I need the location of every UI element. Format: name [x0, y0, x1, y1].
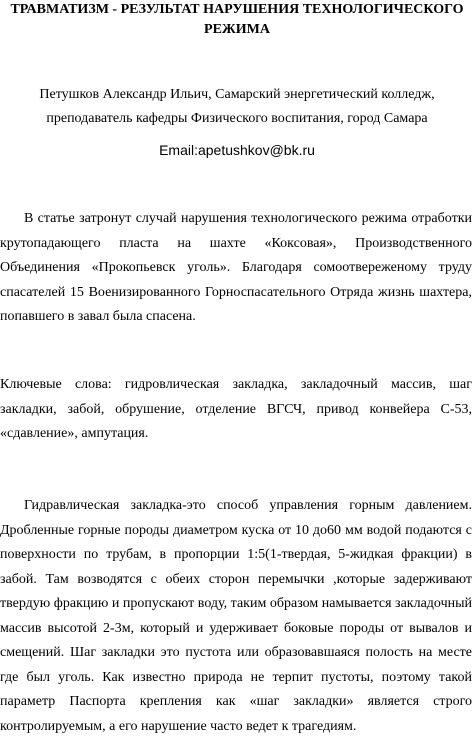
- author-affiliation: [0, 83, 474, 131]
- author-email: Email:apetushkov@bk.ru: [159, 142, 315, 158]
- author-line-2: преподаватель кафедры Физического воспитания, город Самара: [46, 111, 428, 126]
- title-line-1: ТРАВМАТИЗМ - РЕЗУЛЬТАТ НАРУШЕНИЯ ТЕХНОЛОГИЧЕСКОГО: [10, 2, 464, 17]
- paper-title: [0, 0, 474, 40]
- body-paragraph: Гидравлическая закладка-это способ управления горным давлением. Дробленные горные породы диаметром куска от 10 до60 мм водой подаются с поверхности по трубам, в пропорции 1:5(1-твердая, 5-жидкая фракции) в забой. Там возводятся с обеих сторон перемычки ,которые задерживают твердую фракцию и пропускают воду, таким образом намывается закладочный массив высотой 2-3м, который и удерживает боковые породы от вывалов и смещений. Шаг закладки это пустота или образовавшаяся полость на месте где был уголь. Как известно природа не терпит пустоты, поэтому такой параметр Паспорта крепления как «шаг закладки» является строго контролируемым, а его нарушение часто ведет к трагедиям.: [0, 498, 472, 734]
- keywords-paragraph: Ключевые слова: гидровлическая закладка, закладочный массив, шаг закладки, забой, обрушение, отделение ВГСЧ, привод конвейера С-53, «сдавление», ампутация.: [0, 377, 472, 441]
- abstract-paragraph: В статье затронут случай нарушения технологического режима отработки крутопадающего пласта на шахте «Коксовая», Производственного Объединения «Прокопьевск уголь». Благодаря сомоотвереженому труду спасателей 15 Военизированного Горноспасательного Отряда жизнь шахтера, попавшего в завал была спасена.: [0, 211, 472, 324]
- title-line-2: РЕЖИМА: [204, 22, 270, 37]
- author-line-1: Петушков Александр Ильич, Самарский энергетический колледж,: [39, 87, 435, 102]
